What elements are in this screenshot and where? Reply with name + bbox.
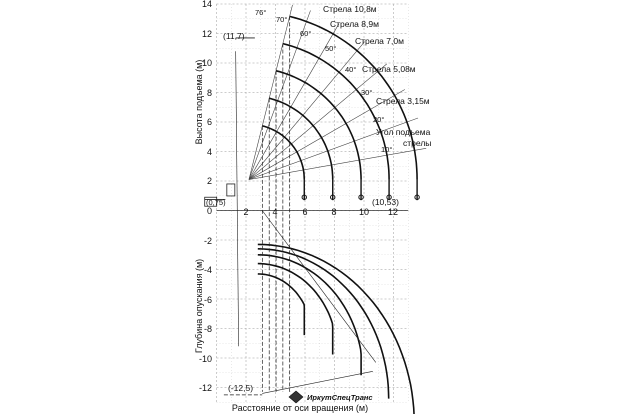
x-tick-label: 12 bbox=[387, 207, 399, 217]
y-tick-label: -10 bbox=[198, 354, 212, 364]
angle-label: 76° bbox=[255, 8, 267, 17]
boom-reach-arc bbox=[269, 98, 333, 179]
boom-labels bbox=[323, 4, 430, 106]
point-label-pivot: (0,75) bbox=[206, 198, 226, 207]
angle-title-line1: Угол подъема bbox=[376, 127, 431, 137]
angle-label: 20° bbox=[373, 115, 385, 124]
x-tick-label: 4 bbox=[272, 207, 278, 217]
boom-label: Стрела 10,8м bbox=[323, 4, 377, 14]
y-tick-label: 0 bbox=[206, 206, 212, 216]
y-axis-lower-label: Глубина опускания (м) bbox=[194, 258, 204, 354]
boom-reach-arc bbox=[262, 126, 304, 180]
y-tick-label: -2 bbox=[203, 236, 212, 246]
depth-envelope-arc bbox=[258, 274, 305, 335]
angle-ray bbox=[249, 64, 387, 180]
y-tick-label: -4 bbox=[203, 265, 212, 275]
angle-label: 30° bbox=[361, 88, 373, 97]
x-tick-label: 6 bbox=[302, 207, 308, 217]
x-tick-label: 10 bbox=[358, 207, 370, 217]
point-label-right: (10,53) bbox=[372, 197, 399, 207]
boom-reach-arc bbox=[276, 71, 361, 180]
depth-envelope-arc bbox=[258, 244, 415, 414]
angle-title-line2: стрелы bbox=[403, 138, 432, 148]
y-tick-label: 6 bbox=[206, 117, 212, 127]
x-tick-label: 8 bbox=[331, 207, 337, 217]
boom-label: Стрела 3,15м bbox=[376, 96, 430, 106]
x-tick-labels bbox=[243, 207, 398, 217]
column-base-icon bbox=[227, 184, 235, 196]
logo-mark-icon bbox=[289, 391, 303, 403]
logo bbox=[289, 391, 373, 403]
angle-label: 70° bbox=[276, 15, 288, 24]
y-tick-label: 2 bbox=[206, 176, 212, 186]
x-axis-label: Расстояние от оси вращения (м) bbox=[231, 403, 369, 413]
point-label-bottom-left: (-12,5) bbox=[228, 383, 254, 393]
y-tick-label: 8 bbox=[206, 88, 212, 98]
boom-label: Стрела 5,08м bbox=[362, 64, 416, 74]
y-tick-label: 14 bbox=[201, 0, 212, 9]
logo-text: ИркутСпецТранс bbox=[307, 393, 373, 402]
y-tick-label: 4 bbox=[206, 147, 212, 157]
bottom-connector-line bbox=[262, 371, 373, 393]
y-tick-label: -12 bbox=[198, 383, 212, 393]
angle-label: 60° bbox=[300, 29, 312, 38]
boom-label: Стрела 7,0м bbox=[355, 36, 404, 46]
y-axis-upper-label: Высота подъема (м) bbox=[194, 59, 204, 145]
x-tick-label: 2 bbox=[243, 207, 249, 217]
depth-envelope-arc bbox=[258, 255, 361, 375]
angle-label: 50° bbox=[325, 44, 337, 53]
y-tick-label: 10 bbox=[201, 58, 212, 68]
boom-label: Стрела 8,9м bbox=[330, 19, 379, 29]
depth-envelope-arc bbox=[258, 249, 389, 399]
mast-line bbox=[236, 51, 239, 346]
angle-label: 10° bbox=[381, 145, 393, 154]
angle-label: 40° bbox=[345, 65, 357, 74]
y-tick-label: -6 bbox=[203, 295, 212, 305]
y-tick-label: -8 bbox=[203, 324, 212, 334]
y-tick-label: 12 bbox=[201, 29, 212, 39]
point-label-top-left: (11,7) bbox=[223, 31, 245, 41]
angle-labels bbox=[255, 8, 431, 154]
